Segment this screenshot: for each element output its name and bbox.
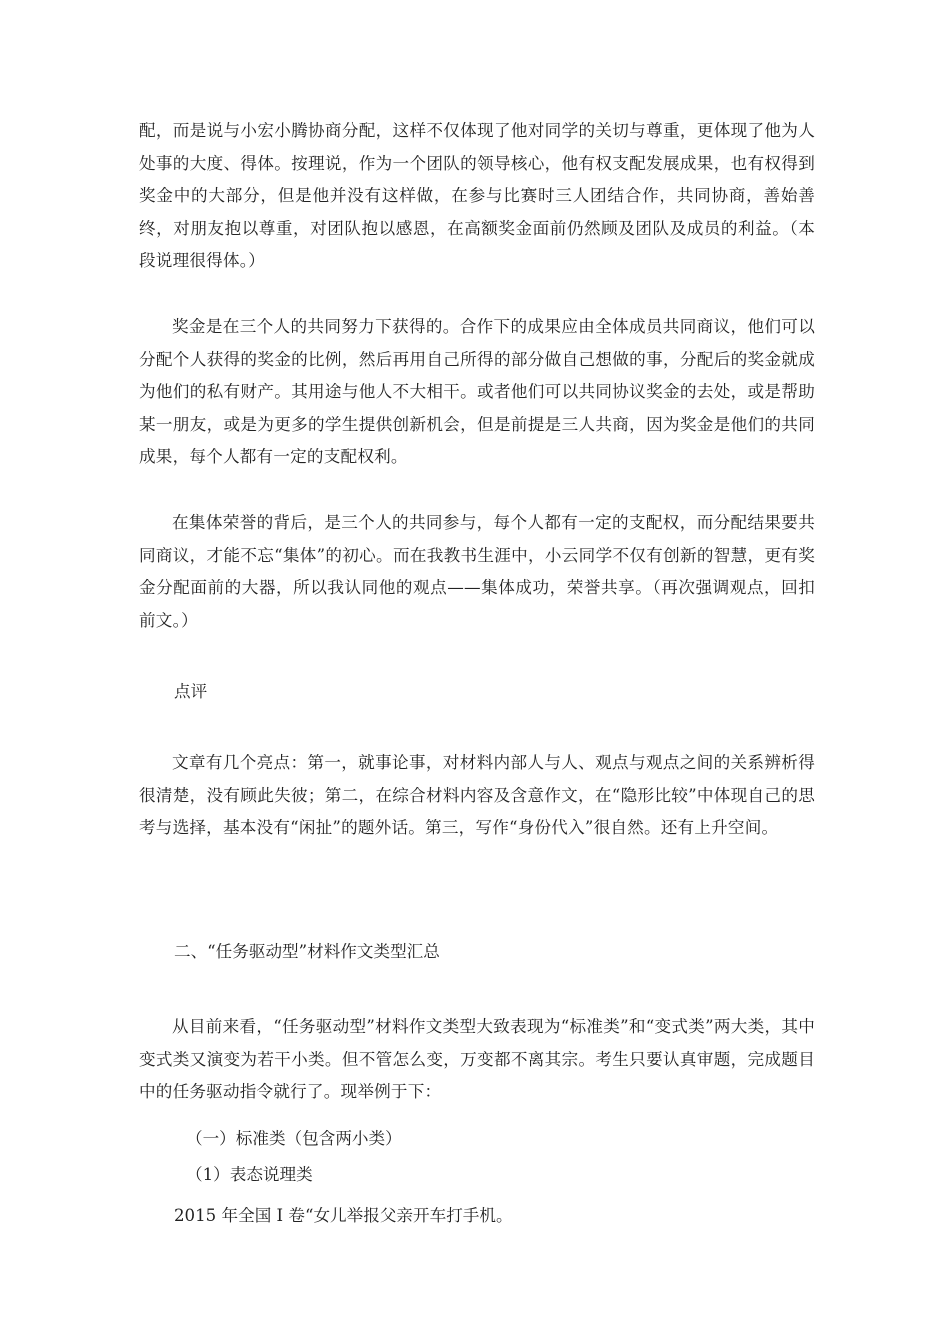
comment-paragraph: 文章有几个亮点：第一，就事论事，对材料内部人与人、观点与观点之间的关系辨析得很清楚，没有顾此失彼；第二，在综合材料内容及含意作文，在“隐形比较”中体现自己的思考与选择，基本没有“闲扯”的题外话。第三，写作“身份代入”很自然。还有上升空间。 (139, 753, 815, 838)
subheading-standard-type: （一）标准类（包含两小类） (186, 1129, 402, 1148)
section-intro-paragraph: 从目前来看，“任务驱动型”材料作文类型大致表现为“标准类”和“变式类”两大类，其中变式类又演变为若干小类。但不管怎么变，万变都不离其宗。考生只要认真审题，完成题目中的任务驱动指令就行了。现举例于下： (139, 1017, 815, 1102)
subheading-attitude-type: （1）表态说理类 (186, 1165, 313, 1184)
body-paragraph-1: 配，而是说与小宏小腾协商分配，这样不仅体现了他对同学的关切与尊重，更体现了他为人处事的大度、得体。按理说，作为一个团队的领导核心，他有权支配发展成果，也有权得到奖金中的大部分，但是他并没有这样做，在参与比赛时三人团结合作，共同协商，善始善终，对朋友抱以尊重，对团队抱以感恩，在高额奖金面前仍然顾及团队及成员的利益。（本段说理很得体。） (139, 121, 815, 271)
body-paragraph-2: 奖金是在三个人的共同努力下获得的。合作下的成果应由全体成员共同商议，他们可以分配个人获得的奖金的比例，然后再用自己所得的部分做自己想做的事，分配后的奖金就成为他们的私有财产。其用途与他人不大相干。或者他们可以共同协议奖金的去处，或是帮助某一朋友，或是为更多的学生提供创新机会，但是前提是三人共商，因为奖金是他们的共同成果，每个人都有一定的支配权利。 (139, 317, 815, 467)
body-paragraph-3: 在集体荣誉的背后，是三个人的共同参与，每个人都有一定的支配权，而分配结果要共同商议，才能不忘“集体”的初心。而在我教书生涯中，小云同学不仅有创新的智慧，更有奖金分配面前的大器，所以我认同他的观点——集体成功，荣誉共享。（再次强调观点，回扣前文。） (139, 513, 815, 630)
section-heading: 二、“任务驱动型”材料作文类型汇总 (174, 942, 440, 961)
comment-heading: 点评 (174, 682, 208, 701)
example-line: 2015 年全国 I 卷“女儿举报父亲开车打手机。 (174, 1206, 513, 1225)
